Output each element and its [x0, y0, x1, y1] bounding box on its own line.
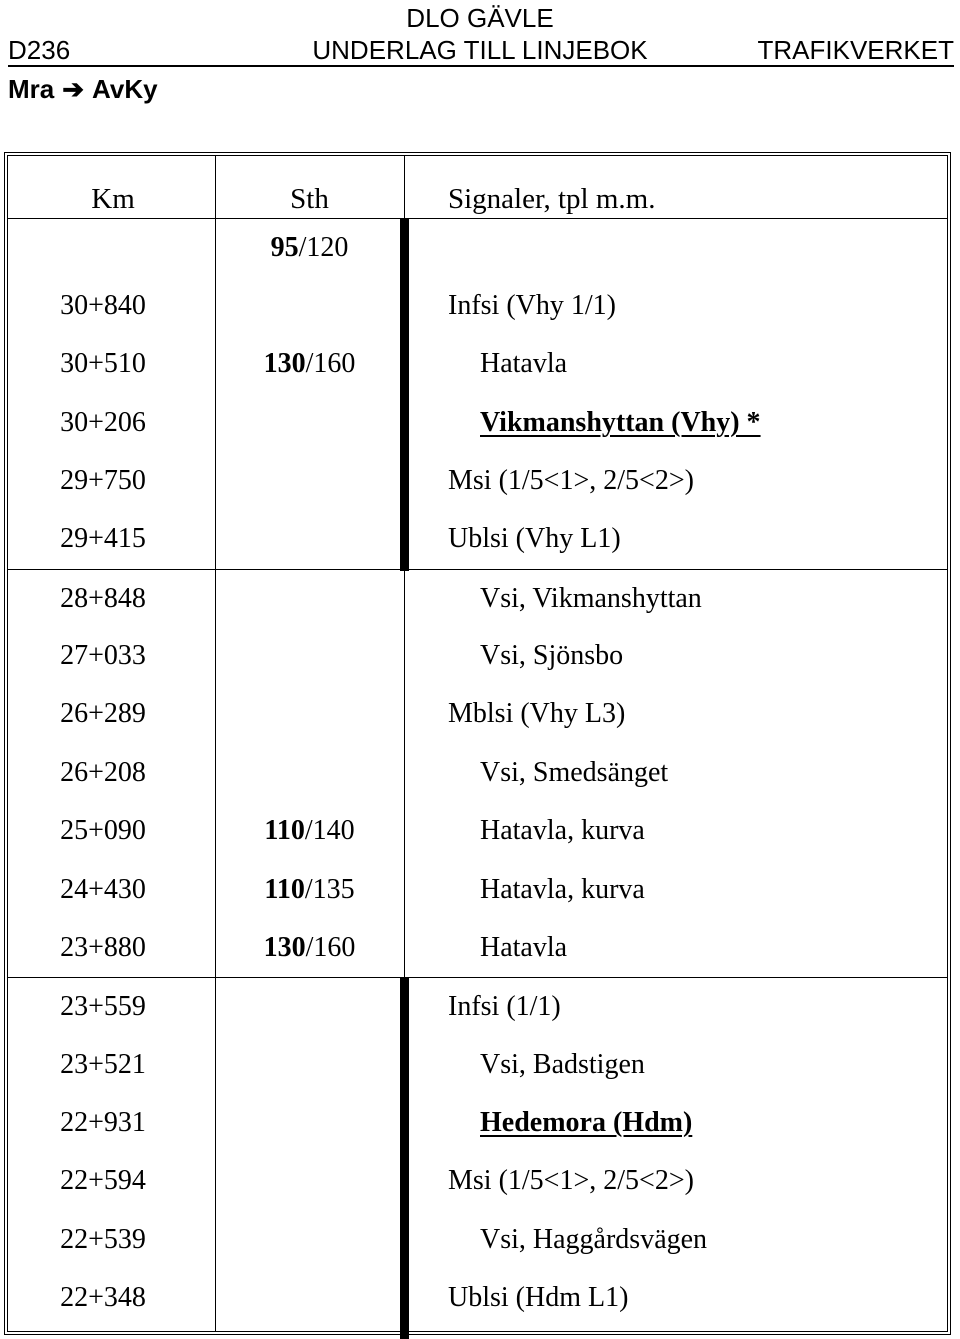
line-table	[4, 152, 951, 1335]
sth-cell	[215, 1211, 404, 1269]
document-title: UNDERLAG TILL LINJEBOK	[312, 35, 648, 65]
sth-cell	[215, 861, 404, 919]
sth-bold: 110	[264, 815, 305, 847]
document-id: D236	[8, 35, 71, 65]
km-cell: 23+880	[60, 931, 146, 963]
km-cell: 30+510	[60, 348, 146, 380]
route-from: Mra	[8, 74, 55, 104]
km-cell: 24+430	[60, 873, 146, 905]
sth-bold: 130	[263, 931, 306, 963]
sth-cell	[215, 1152, 404, 1210]
org-name: DLO GÄVLE	[406, 3, 554, 33]
signal-cell: Hatavla, kurva	[480, 873, 645, 905]
signal-cell: Ublsi (Hdm L1)	[448, 1281, 629, 1313]
signal-cell: Vsi, Sjönsbo	[480, 640, 624, 672]
km-cell: 28+848	[60, 582, 146, 614]
table-row	[8, 510, 947, 568]
table-row	[8, 452, 947, 510]
column-header-signals: Signaler, tpl m.m.	[448, 183, 656, 215]
column-header-sth: Sth	[290, 183, 329, 215]
km-cell: 23+559	[60, 991, 146, 1023]
signal-cell: Vsi, Vikmanshyttan	[480, 582, 702, 614]
signal-cell: Infsi (1/1)	[448, 991, 561, 1023]
table-row	[8, 861, 947, 919]
signal-cell: Vsi, Badstigen	[480, 1048, 645, 1080]
table-row	[8, 1211, 947, 1269]
signal-cell: Vsi, Haggårdsvägen	[480, 1223, 708, 1255]
signal-cell: Hatavla	[480, 348, 568, 380]
initial-speed-row	[8, 218, 947, 277]
route-label	[8, 74, 158, 104]
sth-cell	[215, 277, 404, 335]
table-row	[8, 685, 947, 743]
signal-cell: Infsi (Vhy 1/1)	[448, 290, 616, 321]
sth-cell	[215, 394, 404, 452]
arrow-right-icon: ➔	[62, 74, 85, 104]
sth-cell	[215, 919, 404, 977]
table-row	[8, 1269, 947, 1327]
sth-bold: 95	[270, 232, 299, 263]
table-row	[8, 1152, 947, 1210]
km-cell: 27+033	[60, 640, 146, 672]
signal-cell: Hatavla, kurva	[480, 815, 645, 847]
sth-cell	[215, 510, 404, 568]
route-to: AvKy	[92, 74, 158, 104]
table-row	[8, 1036, 947, 1094]
sth-cell	[215, 978, 404, 1036]
signal-cell: Msi (1/5<1>, 2/5<2>)	[448, 465, 694, 497]
sth-cell	[215, 685, 404, 743]
table-row	[8, 802, 947, 860]
table-row	[8, 627, 947, 685]
km-cell: 26+289	[60, 698, 146, 730]
sth-cell	[215, 452, 404, 510]
sth-bold: 110	[264, 873, 305, 905]
km-cell: 22+931	[60, 1106, 146, 1138]
km-cell: 30+206	[60, 406, 146, 438]
sth-cell	[215, 627, 404, 685]
km-cell: 29+750	[60, 465, 146, 497]
km-cell: 29+415	[60, 523, 146, 555]
sth-rest: /160	[305, 348, 356, 380]
signal-cell: Hatavla	[480, 931, 568, 963]
sth-cell	[215, 1269, 404, 1327]
sth-rest: /120	[298, 232, 349, 263]
sth-rest: /160	[305, 931, 356, 963]
table-row	[8, 569, 947, 628]
header-rule	[8, 65, 954, 67]
table-row	[8, 277, 947, 335]
table-row	[8, 744, 947, 802]
sth-rest: /140	[304, 815, 355, 847]
agency-name: TRAFIKVERKET	[757, 35, 954, 65]
km-cell: 30+840	[60, 290, 146, 321]
column-header-km: Km	[91, 183, 135, 215]
sth-cell	[215, 802, 404, 860]
station-name: Vikmanshyttan (Vhy) *	[480, 406, 761, 438]
table-row	[8, 335, 947, 393]
sth-cell	[215, 335, 404, 393]
signal-cell: Vsi, Smedsänget	[480, 756, 669, 788]
table-row	[8, 977, 947, 1036]
signal-cell: Msi (1/5<1>, 2/5<2>)	[448, 1165, 694, 1197]
km-cell: 22+594	[60, 1165, 146, 1197]
km-cell: 26+208	[60, 756, 146, 788]
table-row	[8, 394, 947, 452]
sth-cell	[215, 1036, 404, 1094]
station-name: Hedemora (Hdm)	[480, 1106, 693, 1138]
sth-bold: 130	[263, 348, 306, 380]
sth-cell	[215, 570, 404, 628]
table-row	[8, 919, 947, 977]
signal-cell: Mblsi (Vhy L3)	[448, 698, 626, 730]
sth-cell	[215, 744, 404, 802]
km-cell: 23+521	[60, 1048, 146, 1080]
sth-value	[215, 219, 404, 277]
sth-rest: /135	[304, 873, 355, 905]
table-row	[8, 1094, 947, 1152]
km-cell: 25+090	[60, 815, 146, 847]
signal-cell: Ublsi (Vhy L1)	[448, 523, 621, 555]
km-cell: 22+539	[60, 1223, 146, 1255]
sth-cell	[215, 1094, 404, 1152]
km-cell: 22+348	[60, 1281, 146, 1313]
